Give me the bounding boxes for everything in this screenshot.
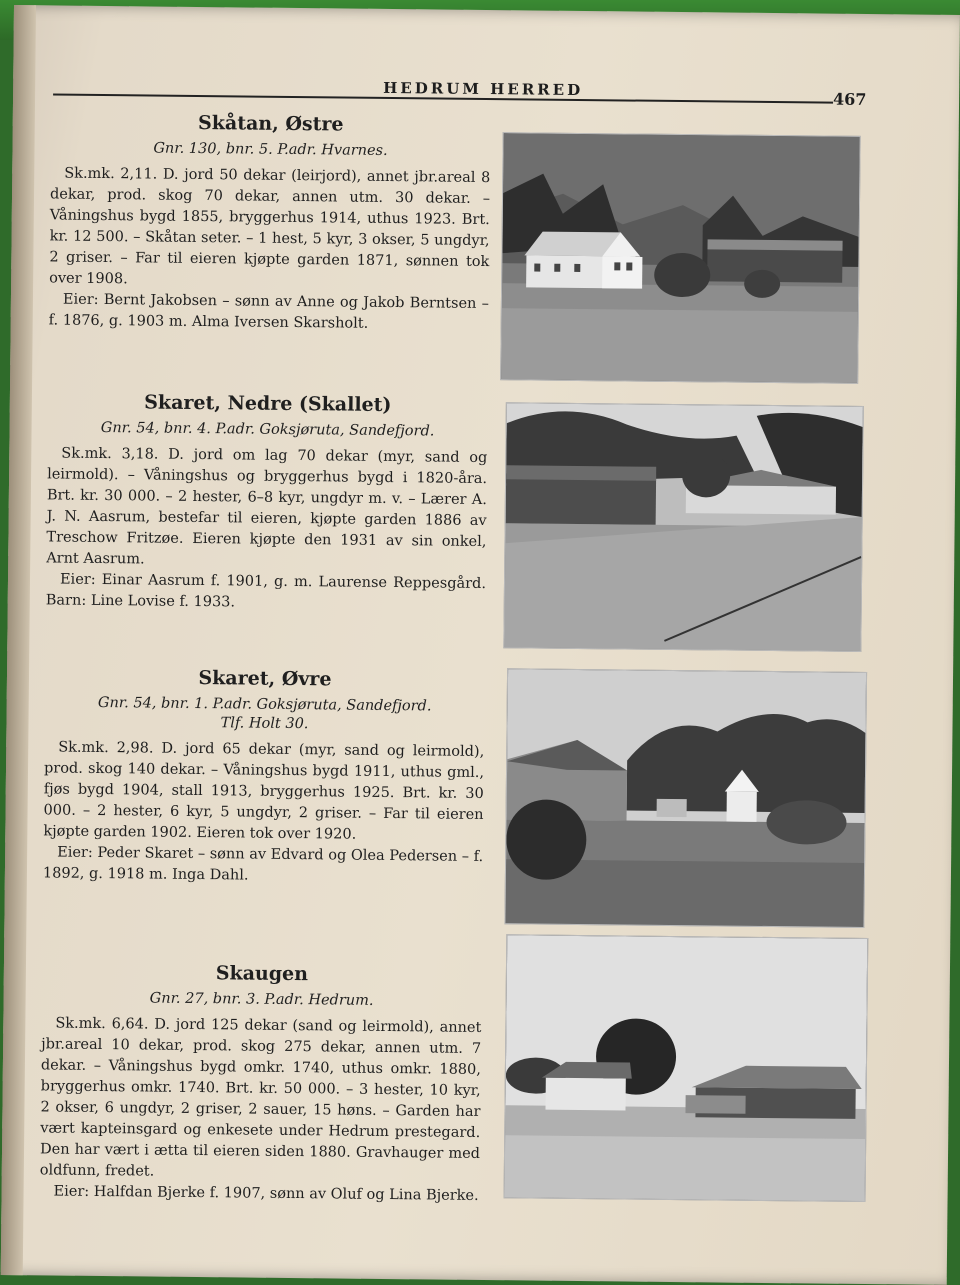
farm-reference: Gnr. 54, bnr. 4. P.adr. Goksjøruta, Sandefjord. (100, 419, 435, 440)
farm-description: Sk.mk. 3,18. D. jord om lag 70 dekar (myr, sand og leirmold). – Våningshus og bryggerhus bygd i 1820-åra. Brt. kr. 30 000. – 2 hester, 6–8 kyr, ungdyr m. v. – Lærer A. J. N. Aasrum, bestefar til eieren, kjøpte garden 1886 av Treschow Fritzøe. Eieren kjøpte den 1931 av sin onkel, Arnt Aasrum. (46, 445, 488, 568)
farm-name: Skåtan, Østre (197, 111, 344, 136)
farm-description: Sk.mk. 2,98. D. jord 65 dekar (myr, sand og leirmold), prod. skog 140 dekar. – Våningshus bygd 1911, uthus gml., fjøs bygd 1904, stall 1913, bryggerhus 1925. Brt. kr. 30 000. – 2 hester, 6 kyr, 5 ungdyr, 2 griser. – Far til eieren kjøpte garden 1902. Eieren tok over 1920. (43, 739, 485, 843)
farm-owner: Eier: Bernt Jakobsen – sønn av Anne og Jakob Berntsen – f. 1876, g. 1903 m. Alma Iversen Skarsholt. (48, 291, 490, 332)
farm-phone: Tlf. Holt 30. (220, 715, 309, 733)
farm-reference: Gnr. 130, bnr. 5. P.adr. Hvarnes. (153, 140, 388, 159)
running-title: HEDRUM HERRED (383, 78, 584, 100)
running-header (53, 75, 867, 113)
farm-owner: Eier: Peder Skaret – sønn av Edvard og Olea Pedersen – f. 1892, g. 1918 m. Inga Dahl. (42, 844, 484, 884)
photo-skatan-ostre (501, 133, 860, 383)
farm-entry (39, 960, 482, 1207)
farm-name: Skaret, Øvre (198, 667, 332, 691)
photo-skaugen (505, 935, 868, 1201)
farm-description: Sk.mk. 6,64. D. jord 125 dekar (sand og leirmold), annet jbr.areal 10 dekar, prod. skog 275 dekar, annen utm. 7 dekar. – Våningshus bygd omkr. 1740, uthus omkr. 1880, bryggerhus omkr. 1740. Brt. kr. 50 000. – 3 hester, 10 kyr, 2 okser, 6 ungdyr, 2 griser, 2 sauer, 15 høns. – Garden har vært kapteinsgard og enkesete under Hedrum prestegard. Den har vært i ætta til eieren siden 1880. Gravhauger med oldfunn, fredet. (39, 1015, 482, 1180)
farm-name: Skaret, Nedre (Skallet) (144, 391, 392, 417)
farm-entry (46, 390, 488, 616)
farm-reference: Gnr. 54, bnr. 1. P.adr. Goksjøruta, Sandefjord. (97, 694, 432, 715)
farm-entry (49, 110, 491, 336)
book-page (1, 5, 960, 1285)
farm-photo (504, 934, 869, 1202)
farm-owner: Eier: Einar Aasrum f. 1901, g. m. Laurense Reppesgård. Barn: Line Lovise f. 1933. (45, 571, 487, 611)
page-number: 467 (832, 89, 867, 109)
farm-reference: Gnr. 27, bnr. 3. P.adr. Hedrum. (149, 990, 374, 1009)
photo-skaret-ovre (505, 669, 866, 927)
book-gutter (1, 5, 36, 1275)
farm-owner: Eier: Halfdan Bjerke f. 1907, sønn av Oluf og Lina Bjerke. (53, 1183, 479, 1204)
farm-photo (500, 132, 861, 384)
farm-photo (503, 402, 864, 652)
farm-description: Sk.mk. 2,11. D. jord 50 dekar (leirjord), annet jbr.areal 8 dekar, prod. skog 70 dekar, annen utm. 30 dekar. – Våningshus bygd 1855, bryggerhus 1914, uthus 1923. Brt. kr. 12 500. – Skåtan seter. – 1 hest, 5 kyr, 3 okser, 5 ungdyr, 2 griser. – Far til eieren kjøpte garden 1871, sønnen tok over 1908. (49, 165, 491, 288)
farm-name: Skaugen (215, 962, 309, 986)
photo-skaret-nedre (504, 403, 863, 651)
farm-photo (504, 668, 867, 928)
farm-entry (43, 665, 485, 889)
